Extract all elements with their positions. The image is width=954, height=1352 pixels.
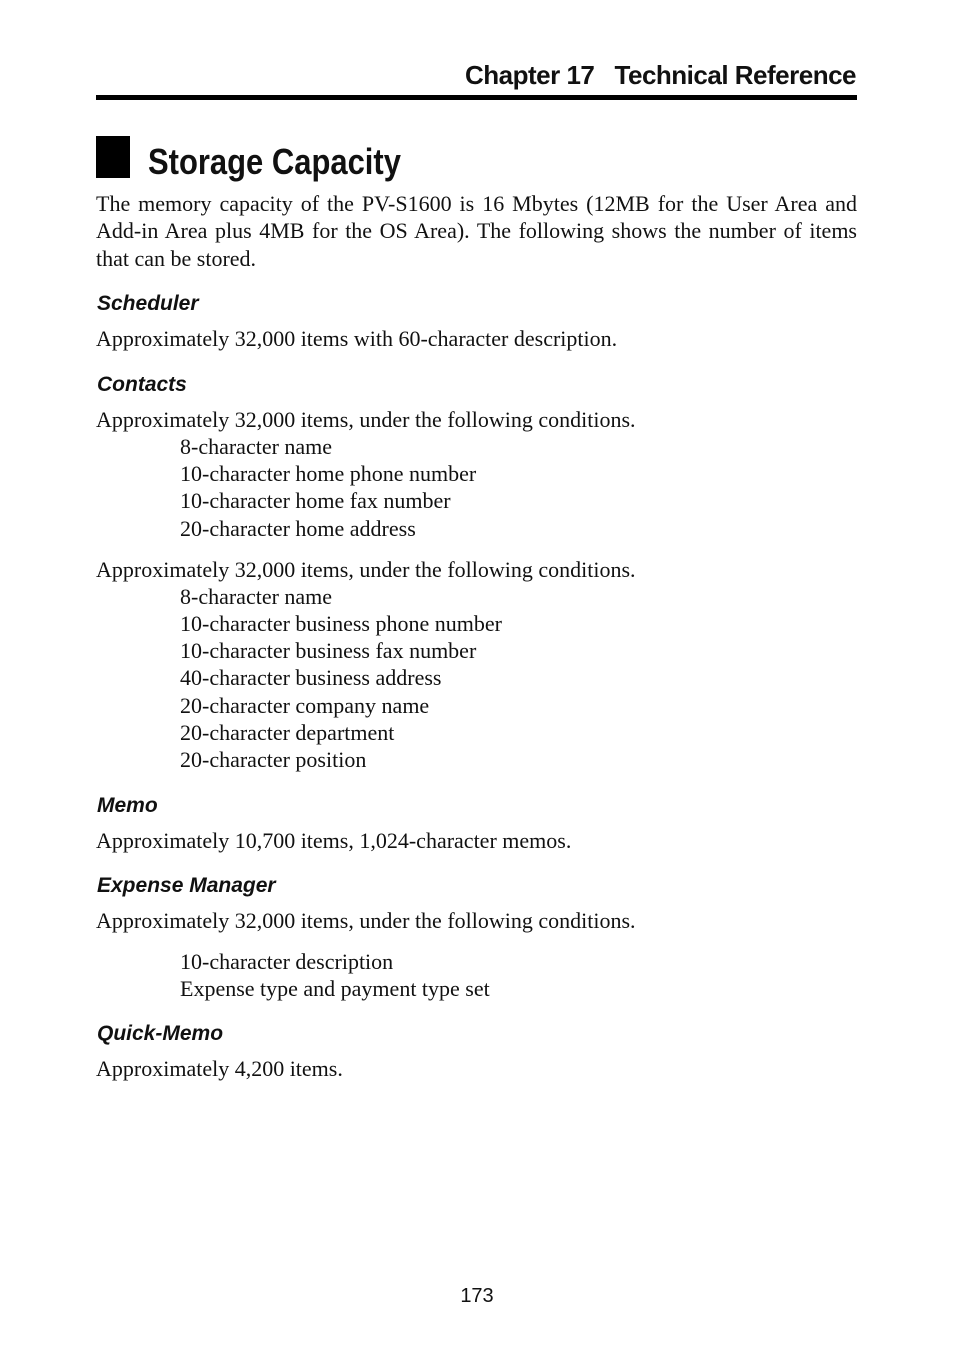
list-item: 20-character position	[180, 747, 367, 772]
list-item: Expense type and payment type set	[180, 976, 490, 1001]
scheduler-text: Approximately 32,000 items with 60-character description.	[96, 326, 618, 351]
section-marker	[96, 136, 130, 178]
list-item: 20-character home address	[180, 516, 416, 541]
list-item: 10-character business phone number	[180, 611, 502, 636]
list-item: 10-character home phone number	[180, 461, 477, 486]
list-item: 8-character name	[180, 434, 333, 459]
contacts-home-intro: Approximately 32,000 items, under the following conditions.	[96, 407, 636, 432]
list-item: 10-character home fax number	[180, 488, 451, 513]
chapter-header: Chapter 17 Technical Reference	[464, 60, 856, 90]
list-item: 10-character description	[180, 949, 394, 974]
header-rule	[96, 95, 857, 100]
section-title: Storage Capacity	[148, 141, 401, 182]
contacts-business-intro: Approximately 32,000 items, under the following conditions.	[96, 557, 636, 582]
list-item: 20-character company name	[180, 693, 430, 718]
scheduler-heading: Scheduler	[97, 292, 199, 315]
expense-intro: Approximately 32,000 items, under the following conditions.	[96, 908, 636, 933]
contacts-heading: Contacts	[97, 373, 187, 396]
quick-memo-text: Approximately 4,200 items.	[96, 1056, 343, 1081]
expense-heading: Expense Manager	[97, 874, 276, 897]
memo-heading: Memo	[97, 794, 158, 817]
page-number: 173	[460, 1285, 494, 1307]
list-item: 8-character name	[180, 584, 333, 609]
list-item: 20-character department	[180, 720, 395, 745]
list-item: 10-character business fax number	[180, 638, 477, 663]
list-item: 40-character business address	[180, 665, 442, 690]
quick-memo-heading: Quick-Memo	[97, 1022, 224, 1045]
memo-text: Approximately 10,700 items, 1,024-character memos.	[96, 828, 572, 853]
intro-paragraph: The memory capacity of the PV-S1600 is 16 Mbytes (12MB for the User Area and Add-in Area plus 4MB for the OS Area). The following shows the number of items that can be stored.	[96, 191, 857, 271]
